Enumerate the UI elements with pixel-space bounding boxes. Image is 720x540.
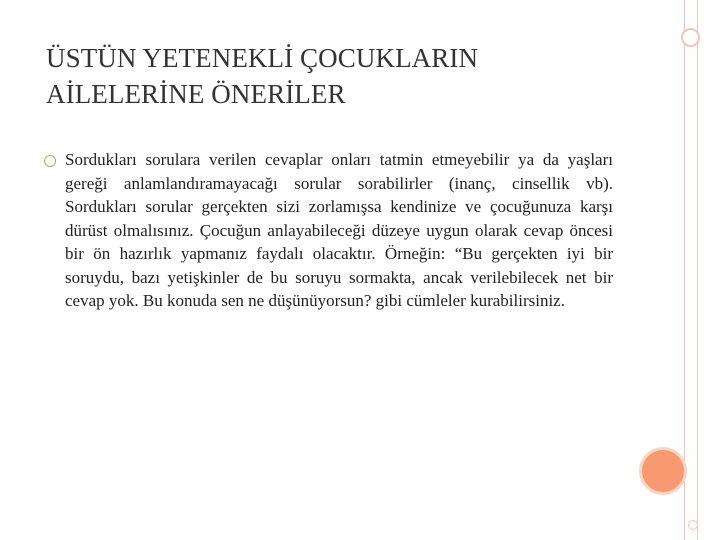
title-line-1: ÜSTÜN YETENEKLİ ÇOCUKLARIN: [46, 43, 479, 73]
bullet-paragraph: Sordukları sorulara verilen cevaplar onları tatmin etmeyebilir ya da yaşları gereği anlamlandıramayacağı sorular sorabilirler (inanç, cinsellik vb). Sordukları sorular gerçekten sizi zorlamışsa kendinize ve çocuğunuza karşı dürüst olmalısınız. Çocuğun anlayabileceği düzeye uygun olarak cevap öncesi bir ön hazırlık yapmanız faydalı olacaktır. Örneğin: “Bu gerçekten iyi bir soruydu, bazı yetişkinler de bu soruyu sormakta, ancak verilebilecek net bir cevap yok. Bu konuda sen ne düşünüyorsun? gibi cümleler kurabilirsiniz.: [65, 150, 613, 310]
bullet-circle-icon: [44, 155, 56, 167]
slide-title: [46, 40, 646, 112]
decorative-circle-small: [688, 520, 698, 530]
decorative-circle-top: [681, 28, 700, 47]
decorative-rule-right: [697, 0, 698, 540]
title-line-2: AİLELERİNE ÖNERİLER: [46, 79, 346, 109]
decorative-circle-orange: [639, 447, 687, 495]
